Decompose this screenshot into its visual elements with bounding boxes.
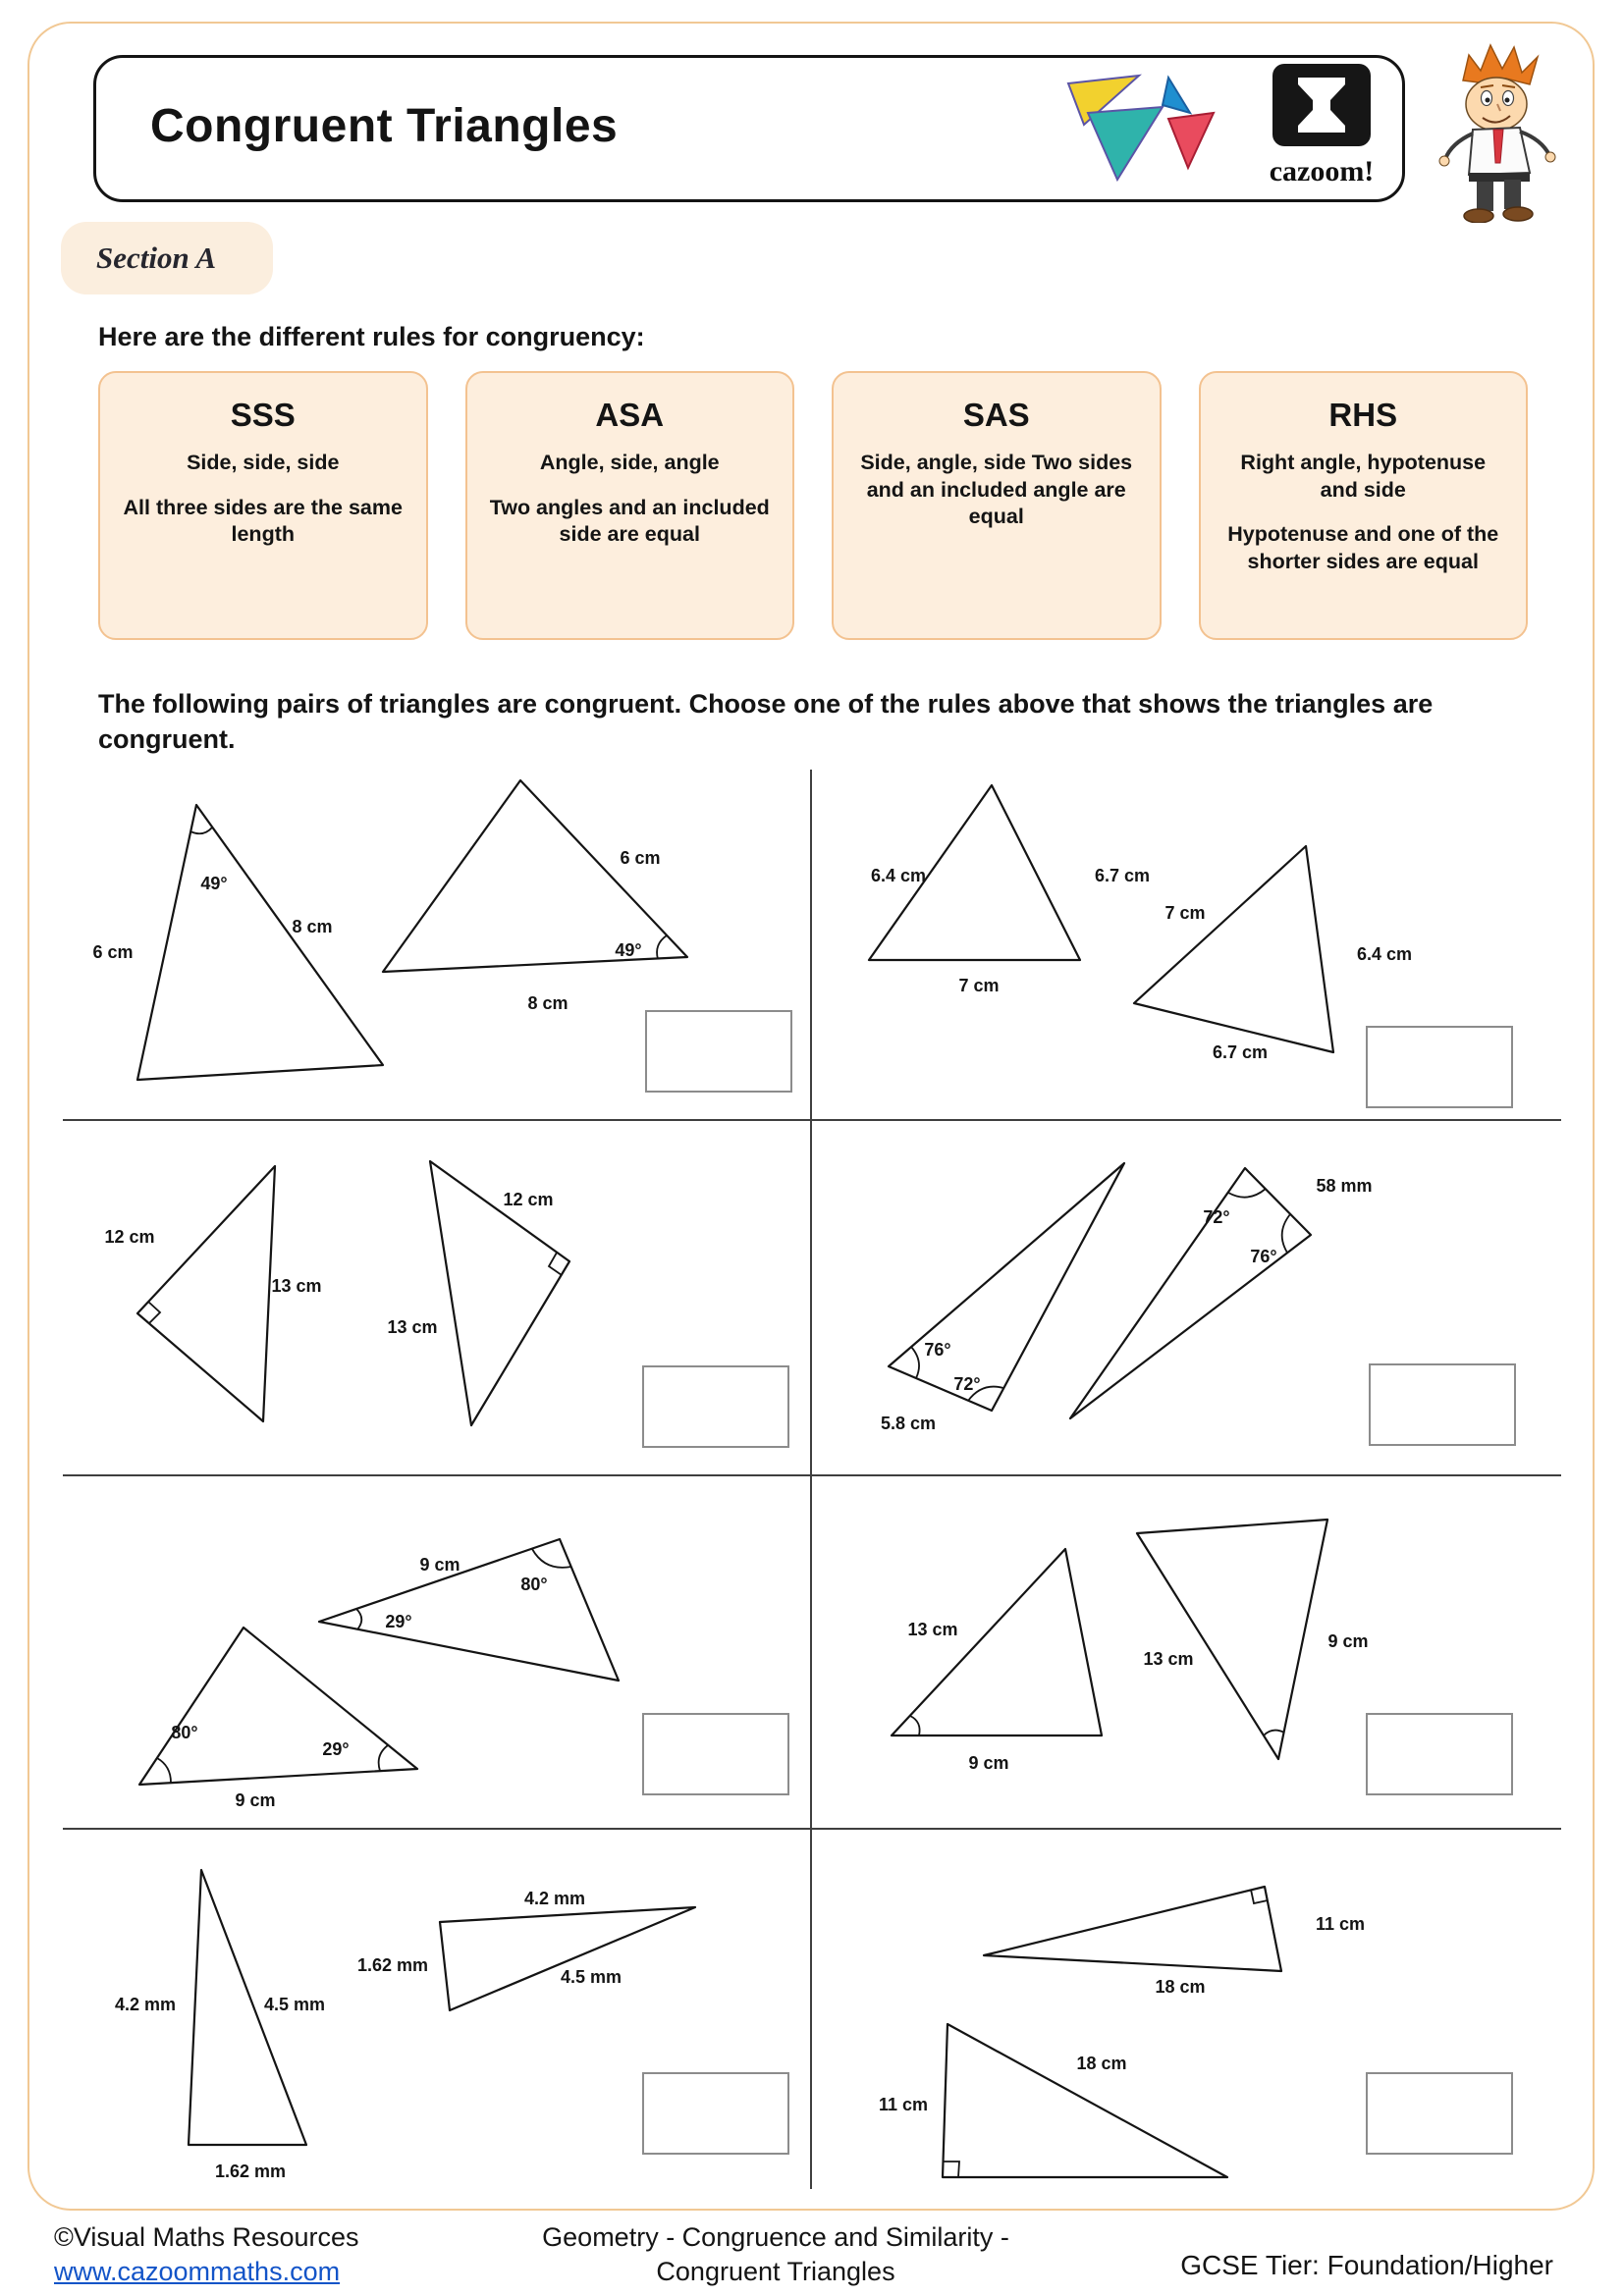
mascot-illustration [1412,41,1579,223]
side-label: 13 cm [387,1317,438,1337]
angle-arc [910,1716,920,1735]
answer-box[interactable] [643,1714,788,1794]
logo-red-triangle [1168,113,1214,168]
question-6 [810,1474,1551,1828]
angle-arc [1228,1189,1266,1198]
footer-topic-line1: Geometry - Congruence and Similarity - [542,2222,1009,2252]
triangle-outline [137,1166,275,1421]
angle-label: 72° [1203,1207,1230,1227]
side-label: 7 cm [958,976,1000,995]
side-label: 9 cm [419,1555,460,1575]
side-label: 4.5 mm [560,1967,623,1987]
side-label: 7 cm [1164,903,1206,923]
angle-arc [1282,1214,1290,1253]
question-5 [69,1474,810,1828]
side-label: 8 cm [527,993,568,1013]
triangle-outline [1070,1168,1311,1418]
rule-subtitle: Side, angle, side Two sides and an included angle are equal [860,451,1133,529]
angle-label: 29° [385,1612,412,1631]
rule-title: SSS [230,397,296,433]
triangle-outline [139,1628,417,1785]
rule-card-sas [832,371,1162,640]
rule-title: ASA [595,397,665,433]
answer-box[interactable] [1370,1364,1515,1445]
side-label: 1.62 mm [214,2162,287,2181]
question-8 [810,1828,1551,2189]
side-label: 4.2 mm [523,1889,586,1908]
answer-box[interactable] [1367,1027,1512,1107]
section-label: Section A [96,240,217,275]
answer-box[interactable] [1367,1714,1512,1794]
rule-cards [98,371,1528,640]
right-angle-mark [148,1302,160,1323]
angle-arc [379,1745,388,1771]
rule-subtitle: Angle, side, angle [539,451,720,474]
angle-label: 49° [615,940,642,960]
side-label: 4.5 mm [263,1995,326,2014]
rule-card-sss [98,371,428,640]
cazoom-logo [1260,64,1383,188]
triangle-outline [984,1887,1281,1971]
side-label: 8 cm [292,917,333,936]
answer-box[interactable] [643,2073,788,2154]
rule-subtitle: Right angle, hypotenuse and side [1240,451,1487,502]
rule-description: Hypotenuse and one of the shorter sides are equal [1227,522,1499,573]
side-label: 4.2 mm [114,1995,177,2014]
side-label: 6.4 cm [1356,944,1413,964]
answer-box[interactable] [646,1011,791,1092]
side-label: 6 cm [92,942,134,962]
cazoom-logo-icon [1265,64,1379,150]
question-2 [810,768,1551,1119]
side-label: 13 cm [271,1276,322,1296]
header [93,55,1405,202]
question-3 [69,1119,810,1474]
page-title: Congruent Triangles [150,100,619,152]
triangle-outline [137,805,383,1080]
triangle-outline [440,1907,695,2010]
side-label: 12 cm [503,1190,554,1209]
angle-label: 29° [322,1739,350,1759]
footer-topic-line2: Congruent Triangles [656,2257,895,2287]
logo-blue-triangle [1163,78,1190,113]
triangle-outline [892,1549,1102,1735]
footer-left [54,2220,359,2289]
rule-description: All three sides are the same length [123,495,403,547]
triangle-outline [319,1539,619,1681]
side-label: 6.7 cm [1212,1042,1269,1062]
angle-label: 72° [953,1374,981,1394]
rule-subtitle: Side, side, side [187,451,340,474]
angle-label: 80° [171,1723,198,1742]
rule-title: SAS [962,397,1030,433]
question-1 [69,768,810,1119]
side-label: 6 cm [620,848,661,868]
side-label: 58 mm [1316,1176,1373,1196]
side-label: 18 cm [1155,1977,1206,1997]
triangle-outline [1137,1520,1327,1759]
angle-label: 76° [924,1340,951,1360]
rules-heading: Here are the different rules for congruency: [98,322,645,351]
triangle-outline [889,1163,1124,1411]
rule-title: RHS [1328,397,1398,433]
side-label: 13 cm [907,1620,958,1639]
side-label: 11 cm [878,2095,929,2114]
angle-arc [190,828,212,833]
triangle-outline [1134,846,1333,1052]
rule-card-asa [465,371,795,640]
angle-label: 49° [200,874,228,893]
right-angle-mark [549,1253,562,1275]
side-label: 1.62 mm [356,1955,429,1975]
website-link[interactable]: www.cazoommaths.com [54,2257,341,2287]
triangle-outline [943,2024,1227,2177]
angle-arc [356,1609,361,1629]
right-angle-mark [944,2162,959,2177]
cazoom-logo-text: cazoom! [1269,155,1375,187]
footer-tier: GCSE Tier: Foundation/Higher [1180,2250,1553,2280]
angle-arc [157,1758,171,1783]
question-4 [810,1119,1551,1474]
side-label: 9 cm [968,1753,1009,1773]
side-label: 6.7 cm [1094,866,1151,885]
side-label: 18 cm [1076,2054,1127,2073]
section-badge [61,222,273,294]
angle-label: 80° [520,1575,548,1594]
question-7 [69,1828,810,2189]
side-label: 13 cm [1143,1649,1194,1669]
rule-card-rhs [1199,371,1529,640]
angle-label: 76° [1250,1247,1277,1266]
answer-box[interactable] [1367,2073,1512,2154]
triangle-logo-graphic [1058,70,1245,189]
angle-arc [911,1347,919,1378]
logo-teal-triangle [1088,107,1163,180]
answer-box[interactable] [643,1366,788,1447]
angle-arc [657,935,667,959]
side-label: 5.8 cm [880,1414,937,1433]
angle-arc [1264,1731,1284,1735]
side-label: 12 cm [104,1227,155,1247]
copyright-text: ©Visual Maths Resources [54,2222,359,2252]
footer-center [491,2220,1060,2289]
side-label: 11 cm [1315,1914,1366,1934]
side-label: 6.4 cm [870,866,927,885]
question-instructions: The following pairs of triangles are congruent. Choose one of the rules above that shows the triangles are congruent. [98,689,1434,754]
side-label: 9 cm [1327,1631,1369,1651]
side-label: 9 cm [235,1790,276,1810]
rule-description: Two angles and an included side are equal [489,495,770,547]
